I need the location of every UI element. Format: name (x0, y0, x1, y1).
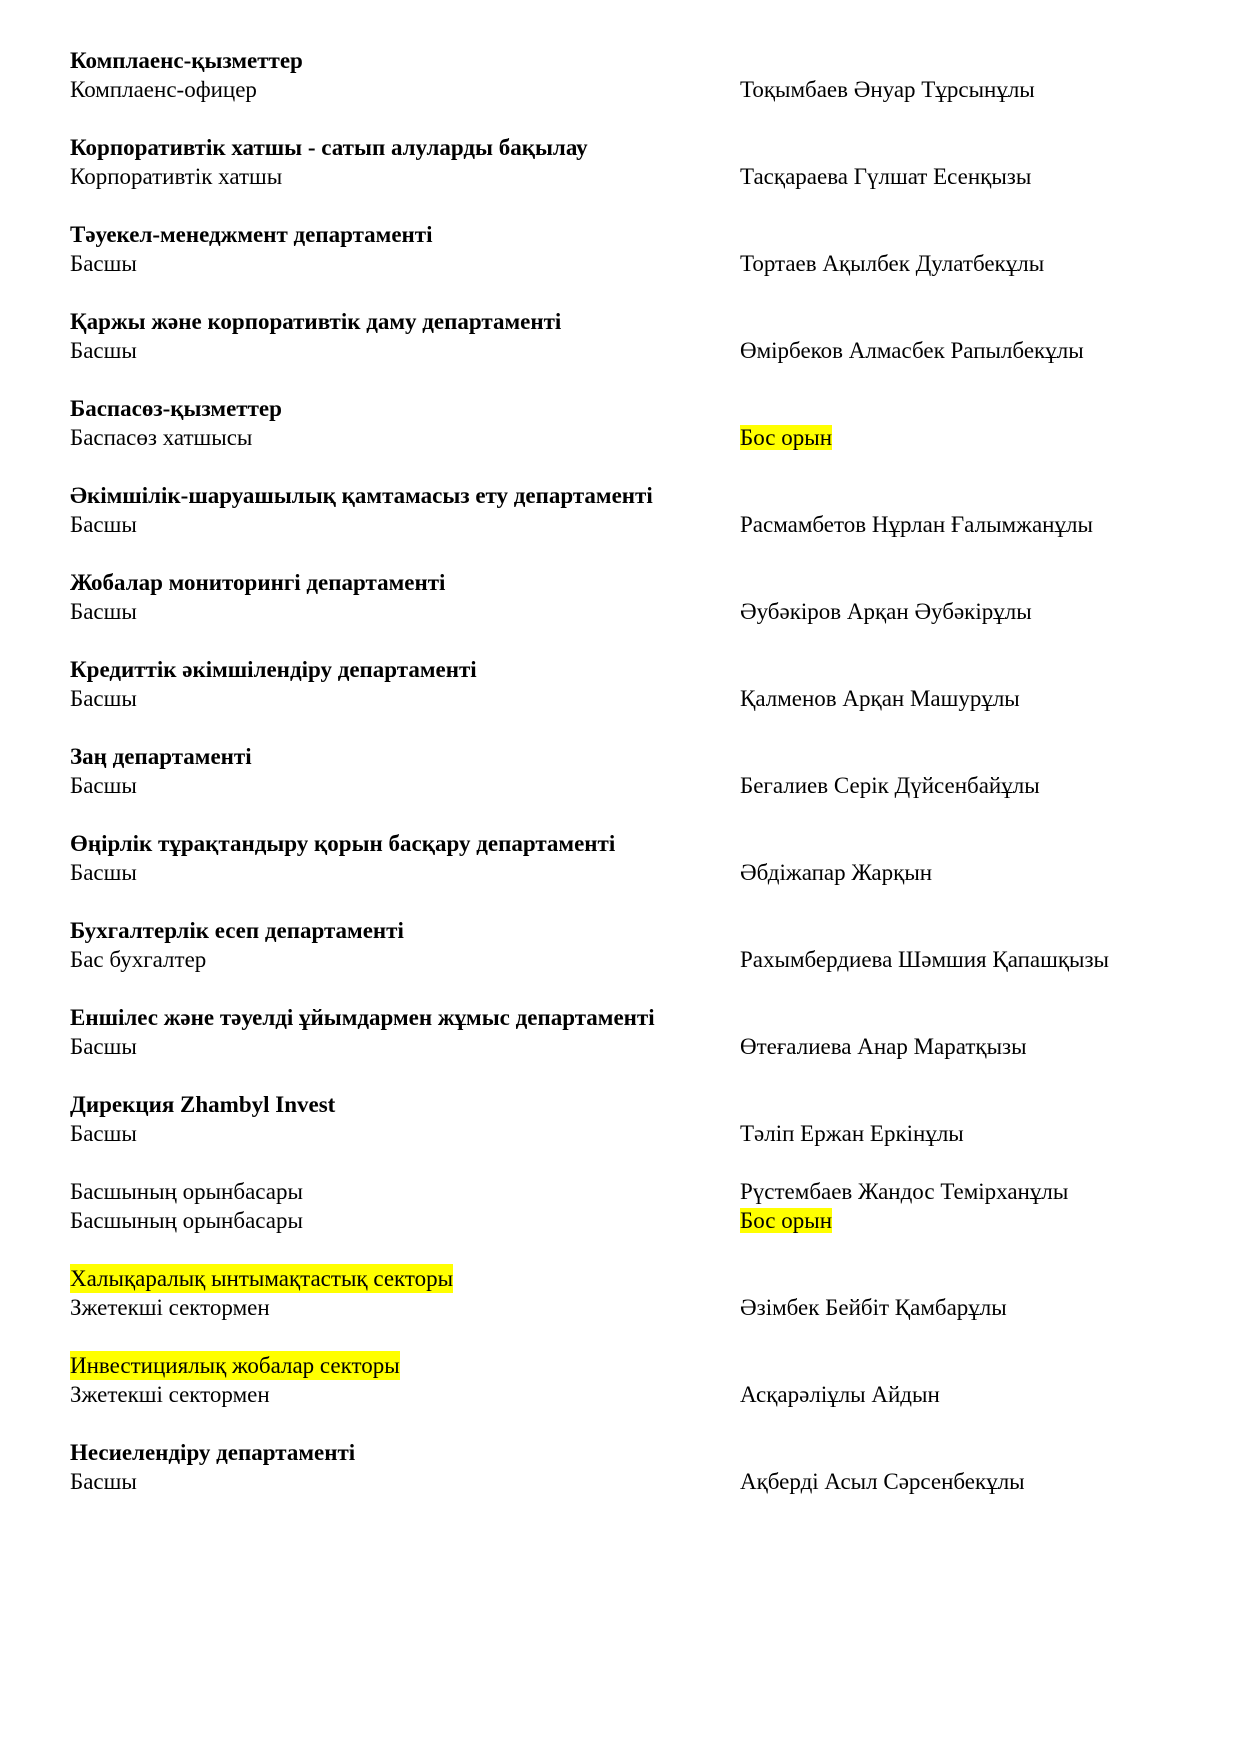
section-heading: Кредиттік әкімшілендіру департаменті (70, 657, 477, 682)
staff-row (70, 597, 1170, 626)
section-deputies (70, 1177, 1170, 1235)
person-name: Өмірбеков Алмасбек Рапылбекұлы (740, 338, 1084, 363)
position-title: Зжетекші сектормен (70, 1295, 270, 1320)
section-heading: Комплаенс-қызметтер (70, 48, 303, 73)
staff-row (70, 423, 1170, 452)
section-lending (70, 1438, 1170, 1496)
staff-row (70, 249, 1170, 278)
document-page (70, 46, 1170, 1525)
person-name: Қалменов Арқан Машурұлы (740, 686, 1020, 711)
position-title: Басшы (70, 1034, 137, 1059)
position-title: Басшы (70, 860, 137, 885)
section-subsidiaries (70, 1003, 1170, 1061)
person-name: Бегалиев Серік Дүйсенбайұлы (740, 773, 1040, 798)
staff-row (70, 858, 1170, 887)
staff-row (70, 1177, 1170, 1206)
person-name: Әубәкіров Арқан Әубәкірұлы (740, 599, 1032, 624)
position-title: Басшы (70, 599, 137, 624)
section-heading (70, 1351, 1170, 1380)
section-heading: Тәуекел-менеджмент департаменті (70, 222, 433, 247)
person-name: Расмамбетов Нұрлан Ғалымжанұлы (740, 512, 1093, 537)
section-heading: Баспасөз-қызметтер (70, 396, 282, 421)
person-name (740, 1206, 1170, 1235)
person-name (740, 423, 1170, 452)
staff-row (70, 1380, 1170, 1409)
staff-row (70, 1119, 1170, 1148)
staff-row (70, 1293, 1170, 1322)
person-name: Тәліп Ержан Еркінұлы (740, 1121, 964, 1146)
section-heading: Әкімшілік-шаруашылық қамтамасыз ету департаменті (70, 483, 653, 508)
section-project-monitoring (70, 568, 1170, 626)
section-accounting (70, 916, 1170, 974)
staff-row (70, 75, 1170, 104)
position-title: Баспасөз хатшысы (70, 425, 253, 450)
section-heading: Өңірлік тұрақтандыру қорын басқару департаменті (70, 831, 616, 856)
person-name: Әзімбек Бейбіт Қамбарұлы (740, 1295, 1007, 1320)
section-heading: Корпоративтік хатшы - сатып алуларды бақылау (70, 135, 588, 160)
person-name: Тоқымбаев Әнуар Тұрсынұлы (740, 77, 1035, 102)
section-heading: Заң департаменті (70, 744, 252, 769)
staff-row (70, 771, 1170, 800)
vacancy-highlight: Бос орын (740, 1208, 832, 1233)
vacancy-highlight: Бос орын (740, 425, 832, 450)
staff-row (70, 1032, 1170, 1061)
section-heading: Дирекция Zhambyl Invest (70, 1092, 336, 1117)
section-compliance (70, 46, 1170, 104)
staff-row (70, 336, 1170, 365)
section-heading: Еншілес және тәуелді ұйымдармен жұмыс департаменті (70, 1005, 655, 1030)
staff-row (70, 1206, 1170, 1235)
position-title: Басшы (70, 512, 137, 537)
staff-row (70, 1467, 1170, 1496)
person-name: Өтеғалиева Анар Маратқызы (740, 1034, 1027, 1059)
section-administrative (70, 481, 1170, 539)
position-title: Зжетекші сектормен (70, 1382, 270, 1407)
section-heading (70, 1264, 1170, 1293)
section-press (70, 394, 1170, 452)
staff-row (70, 945, 1170, 974)
person-name: Рахымбердиева Шәмшия Қапашқызы (740, 947, 1109, 972)
position-title: Басшы (70, 1121, 137, 1146)
section-heading: Жобалар мониторингі департаменті (70, 570, 446, 595)
heading-highlight: Халықаралық ынтымақтастық секторы (70, 1266, 454, 1291)
position-title: Басшы (70, 773, 137, 798)
person-name: Ақберді Асыл Сәрсенбекұлы (740, 1469, 1025, 1494)
section-risk-management (70, 220, 1170, 278)
staff-row (70, 162, 1170, 191)
person-name: Асқарәліұлы Айдын (740, 1382, 940, 1407)
section-heading: Бухгалтерлік есеп департаменті (70, 918, 404, 943)
section-corporate-secretary (70, 133, 1170, 191)
position-title: Бас бухгалтер (70, 947, 207, 972)
section-regional-stabilization (70, 829, 1170, 887)
person-name: Тортаев Ақылбек Дулатбекұлы (740, 251, 1045, 276)
section-international-cooperation (70, 1264, 1170, 1322)
section-finance (70, 307, 1170, 365)
position-title: Корпоративтік хатшы (70, 164, 283, 189)
position-title: Басшы (70, 1469, 137, 1494)
staff-row (70, 510, 1170, 539)
position-title: Басшының орынбасары (70, 1179, 303, 1204)
section-zhambyl-invest (70, 1090, 1170, 1148)
position-title: Басшының орынбасары (70, 1208, 303, 1233)
section-legal (70, 742, 1170, 800)
person-name: Әбдіжапар Жарқын (740, 860, 933, 885)
section-heading: Қаржы және корпоративтік даму департаменті (70, 309, 562, 334)
position-title: Басшы (70, 338, 137, 363)
position-title: Комплаенс-офицер (70, 77, 257, 102)
person-name: Рүстембаев Жандос Темірханұлы (740, 1179, 1069, 1204)
staff-row (70, 684, 1170, 713)
section-heading: Несиелендіру департаменті (70, 1440, 356, 1465)
heading-highlight: Инвестициялық жобалар секторы (70, 1353, 400, 1378)
position-title: Басшы (70, 251, 137, 276)
person-name: Тасқараева Гүлшат Есенқызы (740, 164, 1032, 189)
section-credit-administration (70, 655, 1170, 713)
position-title: Басшы (70, 686, 137, 711)
section-investment-projects (70, 1351, 1170, 1409)
